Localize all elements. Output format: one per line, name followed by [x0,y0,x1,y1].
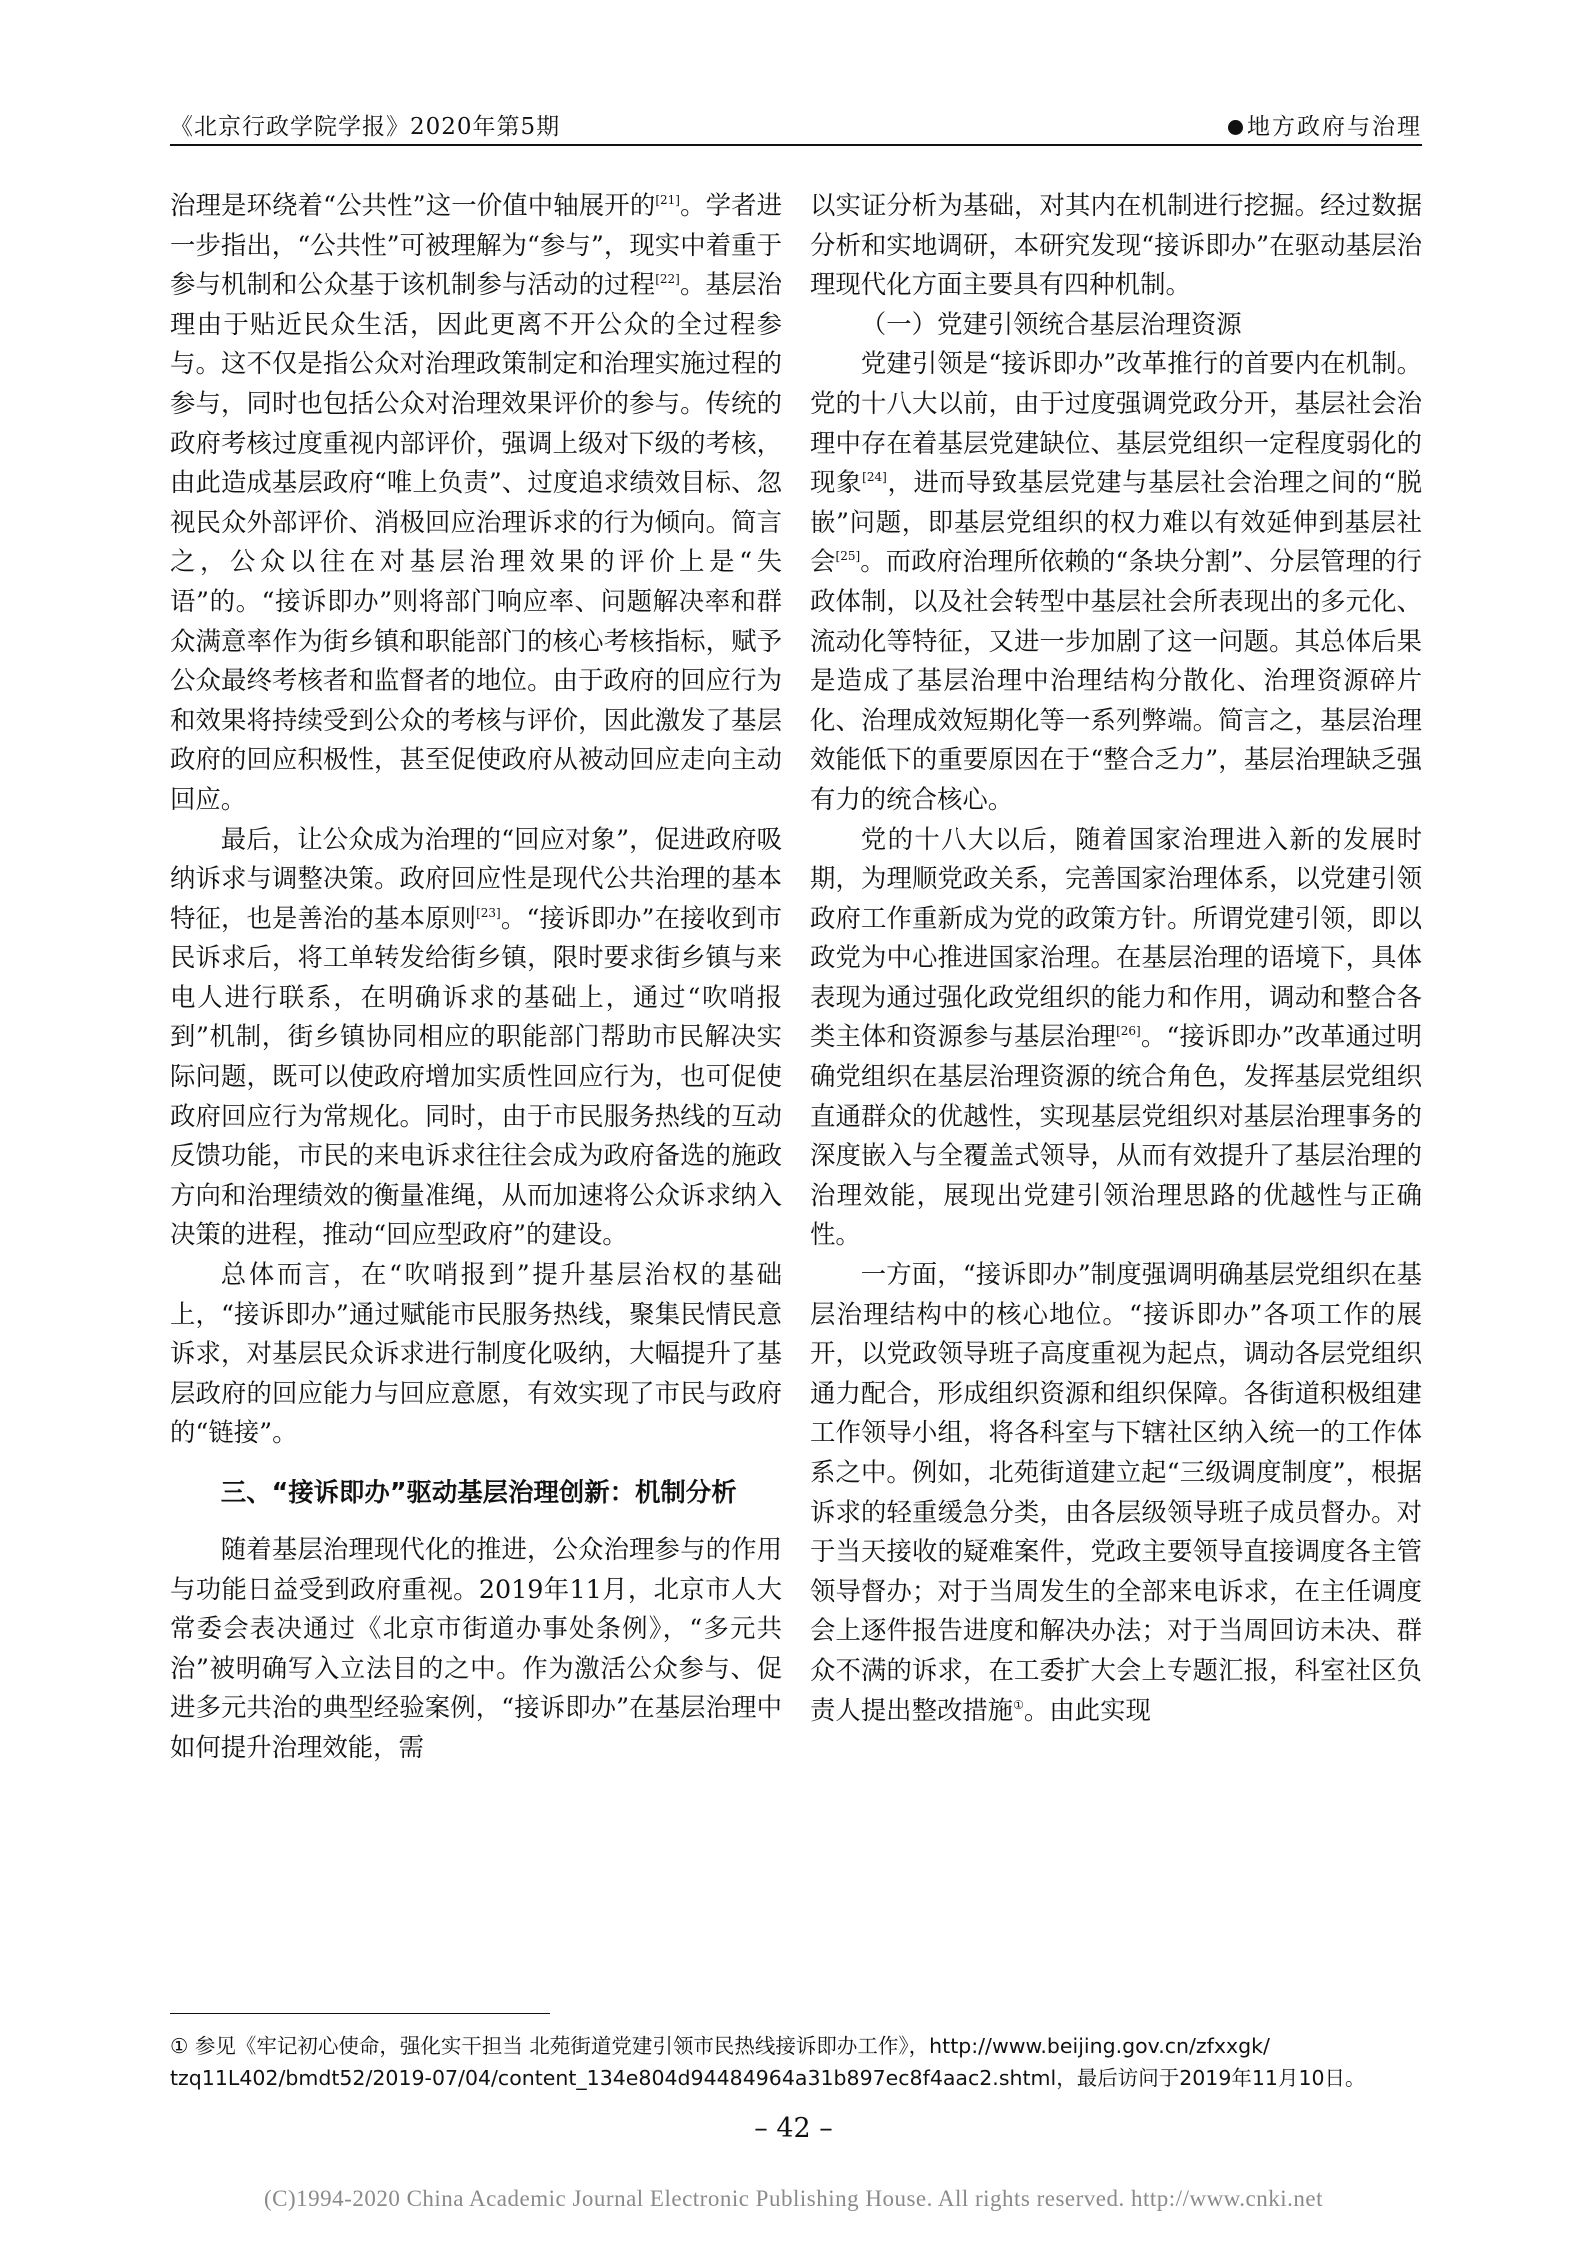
paragraph: 党的十八大以后，随着国家治理进入新的发展时期，为理顺党政关系，完善国家治理体系，以党建引领政府工作重新成为党的政策方针。所谓党建引领，即以政党为中心推进国家治理。在基层治理的语境下，具体表现为通过强化政党组织的能力和作用，调动和整合各类主体和资源参与基层治理[26]。“接诉即办”改革通过明确党组织在基层治理资源的统合角色，发挥基层党组织直通群众的优越性，实现基层党组织对基层治理事务的深度嵌入与全覆盖式领导，从而有效提升了基层治理的治理效能，展现出党建引领治理思路的优越性与正确性。 [810,823,1423,1250]
paragraph: 总体而言，在“吹哨报到”提升基层治权的基础上，“接诉即办”通过赋能市民服务热线，聚集民情民意诉求，对基层民众诉求进行制度化吸纳，大幅提升了基层政府的回应能力与回应意愿，有效实现了市民与政府的“链接”。 [170,1259,782,1448]
header-rule [170,144,1422,146]
paragraph: 党建引领是“接诉即办”改革推行的首要内在机制。党的十八大以前，由于过度强调党政分开，基层社会治理中存在着基层党建缺位、基层党组织一定程度弱化的现象[24]，进而导致基层党建与基层社会治理之间的“脱嵌”问题，即基层党组织的权力难以有效延伸到基层社会[25]。而政府治理所依赖的“条块分割”、分层管理的行政体制，以及社会转型中基层社会所表现出的多元化、流动化等特征，又进一步加剧了这一问题。其总体后果是造成了基层治理中治理结构分散化、治理资源碎片化、治理成效短期化等一系列弊端。简言之，基层治理效能低下的重要原因在于“整合乏力”，基层治理缺乏强有力的统合核心。 [810,348,1423,814]
section-heading: 三、“接诉即办”驱动基层治理创新：机制分析 [220,1477,737,1507]
footnote [170,2030,1422,2094]
section-title [1228,108,1422,141]
subsection-heading: （一）党建引领统合基层治理资源 [860,308,1242,339]
citation-ref: [26] [1116,1024,1141,1039]
citation-ref: [23] [476,905,501,920]
paragraph: 最后，让公众成为治理的“回应对象”，促进政府吸纳诉求与调整决策。政府回应性是现代公共治理的基本特征，也是善治的基本原则[23]。“接诉即办”在接收到市民诉求后，将工单转发给街乡镇，限时要求街乡镇与来电人进行联系，在明确诉求的基础上，通过“吹哨报到”机制，街乡镇协同相应的职能部门帮助市民解决实际问题，既可以使政府增加实质性回应行为，也可促使政府回应行为常规化。同时，由于市民服务热线的互动反馈功能，市民的来电诉求往往会成为政府备选的施政方向和治理绩效的衡量准绳，从而加速将公众诉求纳入决策的进程，推动“回应型政府”的建设。 [170,823,783,1250]
journal-title: 《北京行政学院学报》2020年第5期 [170,114,561,140]
running-header [170,108,1422,148]
citation-ref: [21] [655,193,680,207]
section-label: 地方政府与治理 [1247,114,1422,140]
footnote-rule [170,2013,550,2014]
bullet-dot-icon [1228,120,1243,135]
citation-ref: [22] [655,272,680,287]
citation-ref: [25] [835,549,861,564]
right-column [810,186,1422,1730]
footnote-line: ① 参见《牢记初心使命，强化实干担当 北苑街道党建引领市民热线接诉即办工作》，http://www.beijing.gov.cn/zfxxgk/ [170,2034,1270,2058]
copyright-notice: (C)1994-2020 China Academic Journal Electronic Publishing House. All rights reserved. http://www.cnki.net [264,2186,1323,2211]
page-number: – 42 – [754,2113,833,2144]
paragraph: 随着基层治理现代化的推进，公众治理参与的作用与功能日益受到政府重视。2019年11月，北京市人大常委会表决通过《北京市街道办事处条例》，“多元共治”被明确写入立法目的之中。作为激活公众参与、促进多元共治的典型经验案例，“接诉即办”在基层治理中如何提升治理效能，需 [170,1534,782,1762]
citation-ref: [24] [862,470,887,485]
footnote-line: tzq11L402/bmdt52/2019-07/04/content_134e804d94484964a31b897ec8f4aac2.shtml，最后访问于2019年11月10日。 [170,2066,1366,2090]
paragraph: 一方面，“接诉即办”制度强调明确基层党组织在基层治理结构中的核心地位。“接诉即办”各项工作的展开，以党政领导班子高度重视为起点，调动各层党组织通力配合，形成组织资源和组织保障。各街道积极组建工作领导小组，将各科室与下辖社区纳入统一的工作体系之中。例如，北苑街道建立起“三级调度制度”，根据诉求的轻重缓急分类，由各层级领导班子成员督办。对于当天接收的疑难案件，党政主要领导直接调度各主管领导督办；对于当周发生的全部来电诉求，在主任调度会上逐件报告进度和解决办法；对于当周回访未决、群众不满的诉求，在工委扩大会上专题汇报，科室社区负责人提出整改措施①。由此实现 [810,1259,1422,1725]
paragraph: 治理是环绕着“公共性”这一价值中轴展开的[21]。学者进一步指出，“公共性”可被理解为“参与”，现实中着重于参与机制和公众基于该机制参与活动的过程[22]。基层治理由于贴近民众生活，因此更离不开公众的全过程参与。这不仅是指公众对治理政策制定和治理实施过程的参与，同时也包括公众对治理效果评价的参与。传统的政府考核过度重视内部评价，强调上级对下级的考核，由此造成基层政府“唯上负责”、过度追求绩效目标、忽视民众外部评价、消极回应治理诉求的行为倾向。简言之，公众以往在对基层治理效果的评价上是“失语”的。“接诉即办”则将部门响应率、问题解决率和群众满意率作为街乡镇和职能部门的核心考核指标，赋予公众最终考核者和监督者的地位。由于政府的回应行为和效果将持续受到公众的考核与评价，因此激发了基层政府的回应积极性，甚至促使政府从被动回应走向主动回应。 [170,190,783,814]
left-column [170,186,782,1768]
paragraph: 以实证分析为基础，对其内在机制进行挖掘。经过数据分析和实地调研，本研究发现“接诉即办”在驱动基层治理现代化方面主要具有四种机制。 [810,190,1422,300]
footnote-ref: ① [1013,1697,1024,1712]
